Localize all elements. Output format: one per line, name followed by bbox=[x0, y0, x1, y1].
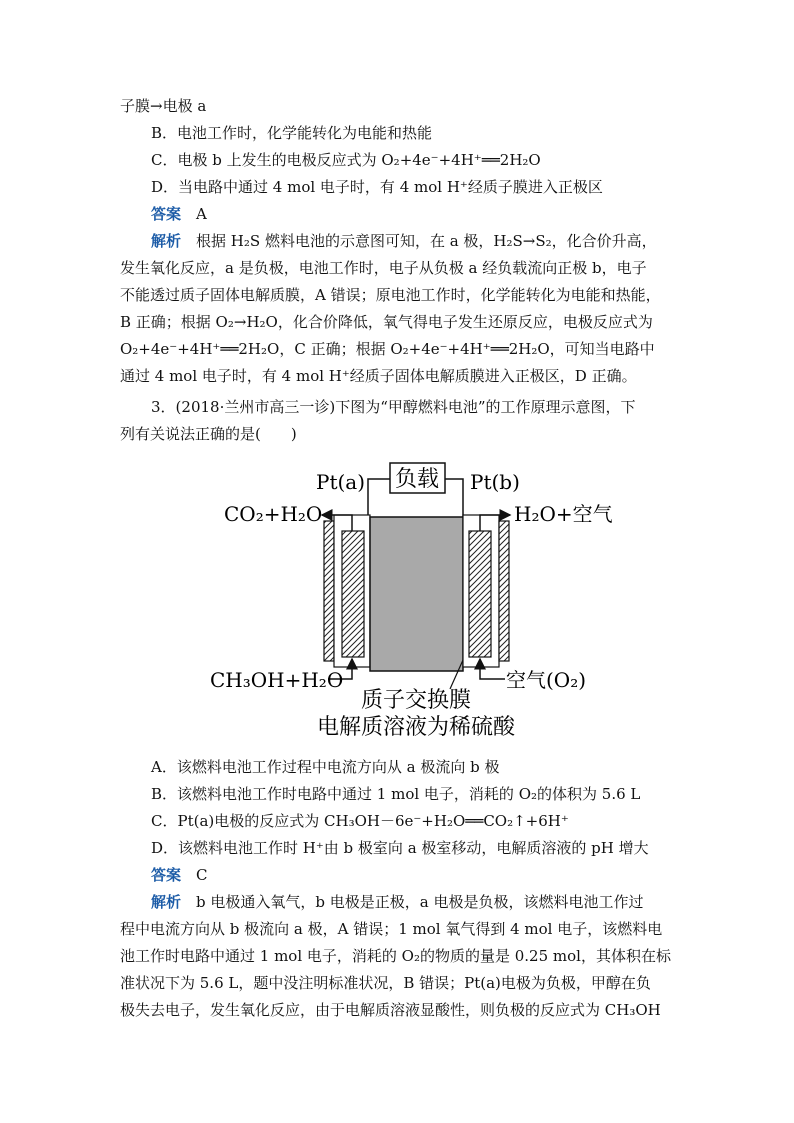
load-label: 负载 bbox=[394, 467, 440, 492]
analysis-line-5: O₂+4e⁻+4H⁺══2H₂O，C 正确；根据 O₂+4e⁻+4H⁺══2H₂O，可知当电路中 bbox=[120, 340, 655, 358]
option-b-q3: B．该燃料电池工作时电路中通过 1 mol 电子，消耗的 O₂的体积为 5.6 L bbox=[151, 785, 641, 803]
left-end-plate bbox=[324, 521, 334, 661]
option-c: C．电极 b 上发生的电极反应式为 O₂+4e⁻+4H⁺══2H₂O bbox=[151, 151, 541, 169]
question-3-line-1: 3．(2018·兰州市高三一诊)下图为“甲醇燃料电池”的工作原理示意图，下 bbox=[151, 398, 636, 416]
left-inlet-label: CH₃OH+H₂O bbox=[210, 668, 344, 692]
membrane-label: 质子交换膜 bbox=[360, 688, 472, 713]
option-a-q3: A．该燃料电池工作过程中电流方向从 a 极流向 b 极 bbox=[151, 758, 500, 776]
analysis-label-q3: 解析 bbox=[151, 893, 182, 911]
electrode-b bbox=[469, 531, 491, 657]
analysis-line-6: 通过 4 mol 电子时，有 4 mol H⁺经质子固体电解质膜进入正极区，D 正确。 bbox=[120, 367, 637, 385]
analysis-text: 根据 H₂S 燃料电池的示意图可知，在 a 极，H₂S→S₂，化合价升高， bbox=[196, 232, 657, 250]
analysis-line-2: 发生氧化反应，a 是负极，电池工作时，电子从负极 a 经负载流向正极 b，电子 bbox=[120, 259, 647, 277]
option-d: D．当电路中通过 4 mol 电子时，有 4 mol H⁺经质子膜进入正极区 bbox=[151, 178, 603, 196]
pt-a-label: Pt(a) bbox=[316, 470, 366, 494]
option-b: B．电池工作时，化学能转化为电能和热能 bbox=[151, 124, 433, 142]
right-end-plate bbox=[499, 521, 509, 661]
answer-line-q3 bbox=[151, 865, 208, 885]
question-3-line-2: 列有关说法正确的是( ) bbox=[120, 425, 297, 443]
analysis-q3-line-1 bbox=[151, 892, 644, 912]
pt-b-label: Pt(b) bbox=[470, 470, 520, 494]
answer-value-q3: C bbox=[196, 866, 208, 884]
right-inlet-label: 空气(O₂) bbox=[506, 668, 587, 692]
analysis-label: 解析 bbox=[151, 232, 182, 250]
left-outlet-label: CO₂+H₂O bbox=[224, 502, 323, 526]
electrode-a bbox=[342, 531, 364, 657]
answer-value: A bbox=[196, 205, 207, 223]
analysis-q3-line-5: 极失去电子，发生氧化反应，由于电解质溶液显酸性，则负极的反应式为 CH₃OH bbox=[120, 1001, 661, 1019]
text-line-1: 子膜→电极 a bbox=[120, 97, 207, 115]
analysis-q3-text: b 电极通入氧气，b 电极是正极，a 电极是负极，该燃料电池工作过 bbox=[196, 893, 644, 911]
analysis-q3-line-2: 程中电流方向从 b 极流向 a 极，A 错误；1 mol 氧气得到 4 mol 电子，该燃料电 bbox=[120, 920, 663, 938]
analysis-q3-line-4: 准状况下为 5.6 L，题中没注明标准状况，B 错误；Pt(a)电极为负极，甲醇在负 bbox=[120, 974, 651, 992]
analysis-q3-line-3: 池工作时电路中通过 1 mol 电子，消耗的 O₂的物质的量是 0.25 mol，其体积在标 bbox=[120, 947, 671, 965]
option-d-q3: D．该燃料电池工作时 H⁺由 b 极室向 a 极室移动，电解质溶液的 pH 增大 bbox=[151, 839, 649, 857]
fuel-cell-diagram bbox=[200, 455, 620, 745]
electrolyte-chamber bbox=[370, 517, 463, 671]
answer-label-q3: 答案 bbox=[151, 866, 182, 884]
right-outlet-label: H₂O+空气 bbox=[514, 502, 613, 526]
answer-label: 答案 bbox=[151, 205, 182, 223]
option-c-q3: C．Pt(a)电极的反应式为 CH₃OH－6e⁻+H₂O══CO₂↑+6H⁺ bbox=[151, 812, 569, 830]
analysis-line-3: 不能透过质子固体电解质膜，A 错误；原电池工作时，化学能转化为电能和热能， bbox=[120, 286, 661, 304]
analysis-line-4: B 正确；根据 O₂→H₂O，化合价降低，氧气得电子发生还原反应，电极反应式为 bbox=[120, 313, 653, 331]
answer-line bbox=[151, 204, 207, 224]
electrolyte-label: 电解质溶液为稀硫酸 bbox=[316, 715, 516, 740]
analysis-line-1 bbox=[151, 231, 657, 251]
